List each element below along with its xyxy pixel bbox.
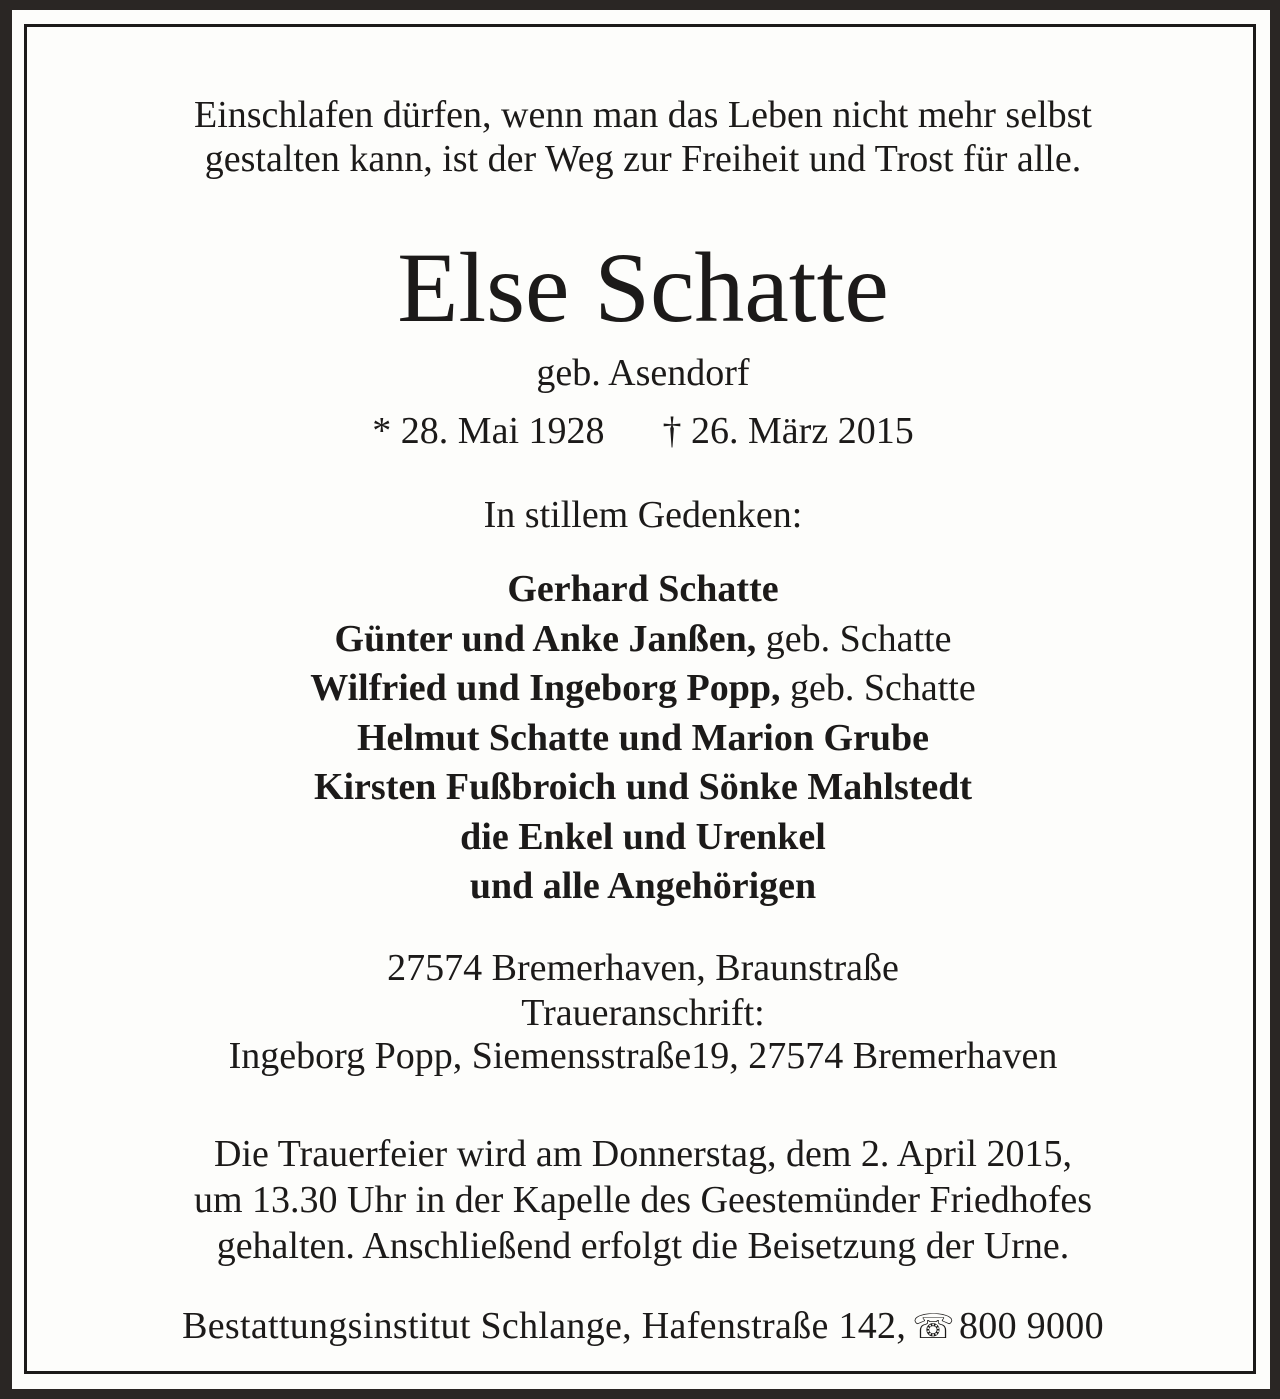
birth-date: * 28. Mai 1928 xyxy=(372,410,605,452)
mourner-name: Kirsten Fußbroich und Sönke Mahlstedt xyxy=(313,766,973,808)
mourner-line xyxy=(27,615,1259,665)
mourner-name: Wilfried und Ingeborg Popp, xyxy=(310,667,781,709)
mourner-suffix: geb. Schatte xyxy=(789,667,976,709)
undertaker-phone: 800 9000 xyxy=(958,1305,1104,1347)
memory-line: In stillem Gedenken: xyxy=(483,494,803,536)
mourner-name: Helmut Schatte und Marion Grube xyxy=(356,716,930,759)
verse xyxy=(27,93,1259,181)
mourner-suffix: geb. Schatte xyxy=(765,617,952,660)
death-date: † 26. März 2015 xyxy=(662,410,914,452)
undertaker-info xyxy=(27,1303,1259,1350)
mourner-name: Günter und Anke Janßen, xyxy=(334,617,757,660)
ceremony-line-1: Die Trauerfeier wird am Donnerstag, dem 2. April 2015, xyxy=(214,1133,1072,1175)
obituary-notice xyxy=(12,10,1270,1389)
mourner-name: und alle Angehörigen xyxy=(469,865,817,907)
mourner-line xyxy=(27,862,1259,912)
mourning-address: Ingeborg Popp, Siemensstraße19, 27574 Bremerhaven xyxy=(228,1035,1058,1077)
ceremony-info xyxy=(27,1131,1259,1269)
verse-line-1: Einschlafen dürfen, wenn man das Leben nicht mehr selbst xyxy=(194,94,1092,136)
mourner-line xyxy=(27,714,1259,764)
life-dates xyxy=(27,409,1259,453)
notice-border xyxy=(24,24,1256,1374)
mourner-line xyxy=(27,763,1259,813)
address-block xyxy=(27,943,1259,1079)
deceased-name: Else Schatte xyxy=(397,232,889,343)
mourner-name: Gerhard Schatte xyxy=(507,568,779,610)
ceremony-line-2: um 13.30 Uhr in der Kapelle des Geestemünder Friedhofes xyxy=(193,1179,1093,1221)
telephone-icon: ☏ xyxy=(912,1307,955,1347)
undertaker-text: Bestattungsinstitut Schlange, Hafenstraße 142, xyxy=(182,1305,907,1347)
residence-address: 27574 Bremerhaven, Braunstraße xyxy=(387,947,899,989)
mourner-line xyxy=(27,664,1259,714)
mourner-line xyxy=(27,565,1259,615)
verse-line-2: gestalten kann, ist der Weg zur Freiheit und Trost für alle. xyxy=(204,138,1082,180)
mourner-name: die Enkel und Urenkel xyxy=(460,815,826,858)
ceremony-line-3: gehalten. Anschließend erfolgt die Beisetzung der Urne. xyxy=(216,1225,1070,1267)
mourner-line xyxy=(27,813,1259,863)
mourners-list xyxy=(27,565,1259,912)
maiden-name: geb. Asendorf xyxy=(536,352,750,394)
mourning-address-label: Traueranschrift: xyxy=(521,992,765,1034)
